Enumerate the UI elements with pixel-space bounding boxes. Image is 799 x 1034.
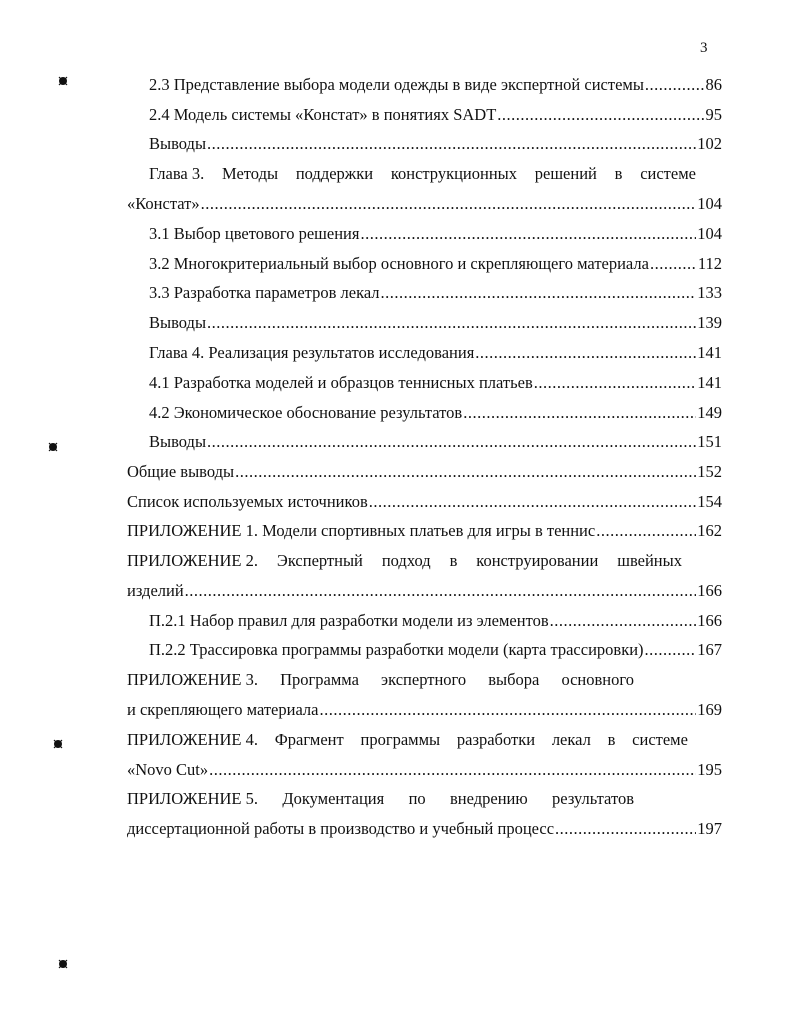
toc-leader: [381, 280, 697, 306]
toc-entry-page: 162: [697, 521, 722, 540]
toc-entry-heading-line[interactable]: [127, 667, 634, 693]
toc-entry-page: 152: [697, 462, 722, 481]
toc-entry-title: 4.2 Экономическое обоснование результатов: [149, 403, 463, 422]
toc-leader: [463, 400, 696, 426]
toc-word: в: [614, 164, 623, 183]
toc-entry-title: «Констат»: [127, 194, 200, 213]
toc-leader: [207, 131, 696, 157]
toc-entry[interactable]: [149, 637, 722, 663]
toc-entry-title: Список используемых источников: [127, 492, 368, 511]
toc-leader: [360, 221, 696, 247]
toc-word: Фрагмент: [274, 730, 344, 749]
toc-entry-page: 104: [697, 224, 722, 243]
toc-entry-page: 151: [697, 432, 722, 451]
toc-entry[interactable]: [127, 459, 722, 485]
toc-word: Методы: [222, 164, 279, 183]
toc-word: в: [607, 730, 616, 749]
toc-entry-title: 3.1 Выбор цветового решения: [149, 224, 360, 243]
toc-entry-heading-line[interactable]: [127, 548, 682, 574]
toc-entry-page: 102: [697, 134, 722, 153]
binding-mark-icon: [57, 958, 69, 970]
toc-entry-page: 133: [697, 283, 722, 302]
toc-entry-page: 86: [705, 75, 722, 94]
toc-entry-title: Глава 4. Реализация результатов исследования: [149, 343, 475, 362]
toc-word: выбора: [488, 670, 540, 689]
toc-entry[interactable]: [127, 191, 722, 217]
toc-entry[interactable]: [149, 251, 722, 277]
toc-entry-page: 167: [697, 640, 722, 659]
toc-entry-page: 154: [697, 492, 722, 511]
toc-word: швейных: [617, 551, 682, 570]
toc-leader: [475, 340, 696, 366]
toc-word: ПРИЛОЖЕНИЕ 2.: [127, 551, 258, 570]
toc-entry-title: Выводы: [149, 313, 207, 332]
toc-leader: [596, 518, 696, 544]
toc-word: Программа: [280, 670, 359, 689]
toc-entry[interactable]: [127, 489, 722, 515]
toc-entry-title: Выводы: [149, 432, 207, 451]
toc-word: по: [408, 789, 426, 808]
toc-leader: [201, 191, 697, 217]
page-number: 3: [700, 40, 708, 56]
toc-leader: [650, 251, 697, 277]
toc-entry-page: 141: [697, 343, 722, 362]
toc-entry-title: 2.4 Модель системы «Констат» в понятиях SADT: [149, 105, 497, 124]
toc-entry-title: диссертационной работы в производство и учебный процесс: [127, 819, 555, 838]
toc-entry-title: изделий: [127, 581, 184, 600]
toc-entry-title: 4.1 Разработка моделей и образцов теннисных платьев: [149, 373, 533, 392]
toc-leader: [209, 757, 696, 783]
toc-entry-title: 3.3 Разработка параметров лекал: [149, 283, 380, 302]
toc-entry-page: 112: [697, 254, 722, 273]
toc-word: системе: [640, 164, 696, 183]
toc-entry[interactable]: [149, 102, 722, 128]
toc-word: Документация: [282, 789, 385, 808]
toc-word: ПРИЛОЖЕНИЕ 4.: [127, 730, 258, 749]
toc-entry-title: «Novo Cut»: [127, 760, 209, 779]
toc-entry-page: 197: [697, 819, 722, 838]
toc-word: лекал: [551, 730, 591, 749]
toc-entry-title: Общие выводы: [127, 462, 235, 481]
toc-entry[interactable]: [127, 518, 722, 544]
toc-word: решений: [534, 164, 597, 183]
toc-word: ПРИЛОЖЕНИЕ 5.: [127, 789, 258, 808]
toc-entry-title: П.2.1 Набор правил для разработки модели из элементов: [149, 611, 549, 630]
toc-entry[interactable]: [149, 370, 722, 396]
toc-leader: [207, 429, 696, 455]
toc-entry-heading-line[interactable]: [127, 786, 634, 812]
toc-entry[interactable]: [149, 608, 722, 634]
binding-mark-icon: [57, 75, 69, 87]
toc-leader: [550, 608, 697, 634]
toc-entry-page: 141: [697, 373, 722, 392]
toc-leader: [235, 459, 696, 485]
toc-word: Глава 3.: [149, 164, 205, 183]
toc-entry-page: 104: [697, 194, 722, 213]
toc-entry[interactable]: [127, 578, 722, 604]
toc-leader: [645, 637, 697, 663]
toc-entry-page: 166: [697, 611, 722, 630]
toc-word: системе: [632, 730, 688, 749]
toc-entry[interactable]: [149, 131, 722, 157]
toc-leader: [369, 489, 697, 515]
toc-entry[interactable]: [149, 72, 722, 98]
toc-leader: [185, 578, 697, 604]
toc-word: программы: [360, 730, 441, 749]
toc-entry-heading-line[interactable]: [127, 727, 688, 753]
toc-entry-title: и скрепляющего материала: [127, 700, 319, 719]
toc-entry-title: ПРИЛОЖЕНИЕ 1. Модели спортивных платьев для игры в теннис: [127, 521, 596, 540]
toc-entry-title: Выводы: [149, 134, 207, 153]
toc-leader: [497, 102, 704, 128]
toc-word: разработки: [456, 730, 536, 749]
toc-word: конструкционных: [390, 164, 518, 183]
toc-entry[interactable]: [127, 757, 722, 783]
toc-entry[interactable]: [149, 310, 722, 336]
toc-word: подход: [381, 551, 431, 570]
toc-entry-heading-line[interactable]: [149, 161, 696, 187]
toc-leader: [534, 370, 696, 396]
toc-leader: [555, 816, 696, 842]
toc-entry[interactable]: [127, 816, 722, 842]
toc-leader: [319, 697, 696, 723]
toc-entry[interactable]: [149, 340, 722, 366]
toc-word: поддержки: [295, 164, 374, 183]
toc-entry-page: 149: [697, 403, 722, 422]
toc-leader: [645, 72, 705, 98]
binding-mark-icon: [47, 441, 59, 453]
toc-entry[interactable]: [149, 221, 722, 247]
toc-entry-page: 195: [697, 760, 722, 779]
toc-entry-page: 95: [705, 105, 722, 124]
toc-entry[interactable]: [127, 697, 722, 723]
toc-word: конструировании: [476, 551, 599, 570]
toc-word: в: [449, 551, 458, 570]
binding-mark-icon: [52, 738, 64, 750]
toc-word: ПРИЛОЖЕНИЕ 3.: [127, 670, 258, 689]
toc-entry[interactable]: [149, 280, 722, 306]
toc-entry-title: 2.3 Представление выбора модели одежды в виде экспертной системы: [149, 75, 644, 94]
toc-entry-page: 169: [697, 700, 722, 719]
toc-entry[interactable]: [149, 429, 722, 455]
toc-entry[interactable]: [149, 400, 722, 426]
toc-word: Экспертный: [276, 551, 363, 570]
toc-word: внедрению: [450, 789, 528, 808]
toc-entry-page: 139: [697, 313, 722, 332]
toc-leader: [207, 310, 696, 336]
toc-entry-title: 3.2 Многокритериальный выбор основного и скрепляющего материала: [149, 254, 649, 273]
toc-word: экспертного: [381, 670, 467, 689]
toc-word: основного: [561, 670, 634, 689]
toc-entry-page: 166: [697, 581, 722, 600]
toc-entry-title: П.2.2 Трассировка программы разработки модели (карта трассировки): [149, 640, 644, 659]
toc-word: результатов: [552, 789, 634, 808]
